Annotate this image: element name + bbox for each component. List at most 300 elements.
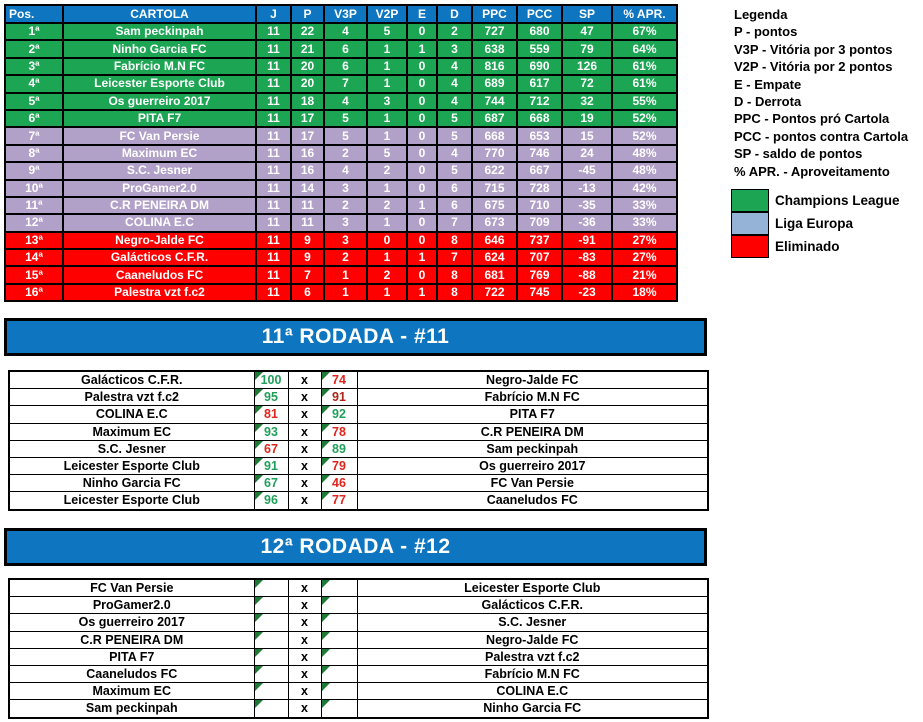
cell-corner-flag-icon: [322, 458, 330, 466]
cell-corner-flag-icon: [322, 614, 330, 622]
away-score-cell: [321, 597, 357, 614]
standings-cell: 21: [291, 40, 324, 57]
fixture-row: [9, 389, 708, 406]
home-score-cell: [254, 665, 288, 682]
standings-cell: 3: [324, 232, 367, 249]
away-team-cell: Negro-Jalde FC: [357, 631, 708, 648]
standings-row: [5, 232, 677, 249]
standings-cell: 11: [256, 40, 291, 57]
away-score-cell: 91: [321, 389, 357, 406]
home-score-cell: 67: [254, 440, 288, 457]
standings-cell: Palestra vzt f.c2: [63, 284, 256, 301]
cell-corner-flag-icon: [322, 700, 330, 708]
home-team-cell: COLINA E.C: [9, 406, 254, 423]
standings-cell: 7: [437, 249, 472, 266]
standings-cell: Maximum EC: [63, 145, 256, 162]
standings-row: [5, 284, 677, 301]
versus-cell: x: [288, 579, 321, 597]
standings-cell: 1: [407, 197, 437, 214]
standings-cell: 1: [407, 40, 437, 57]
standings-cell: COLINA E.C: [63, 214, 256, 231]
standings-cell: 17: [291, 127, 324, 144]
zone-legend-label: Eliminado: [775, 239, 840, 254]
standings-cell: -91: [562, 232, 612, 249]
away-team-cell: Caaneludos FC: [357, 492, 708, 510]
standings-cell: 1: [367, 75, 407, 92]
standings-cell: 737: [517, 232, 562, 249]
standings-cell: 728: [517, 180, 562, 197]
fixture-row: [9, 683, 708, 700]
cell-corner-flag-icon: [255, 458, 263, 466]
away-team-cell: Palestra vzt f.c2: [357, 648, 708, 665]
cell-corner-flag-icon: [322, 492, 330, 500]
standings-header-cell: V3P: [324, 5, 367, 23]
standings-cell: 27%: [612, 232, 677, 249]
cell-corner-flag-icon: [322, 475, 330, 483]
standings-cell: Ninho Garcia FC: [63, 40, 256, 57]
standings-cell: 17: [291, 110, 324, 127]
away-score-cell: [321, 665, 357, 682]
versus-cell: x: [288, 597, 321, 614]
zone-color-swatch: [731, 189, 769, 212]
standings-cell: 14: [291, 180, 324, 197]
standings-cell: 559: [517, 40, 562, 57]
standings-cell: 680: [517, 23, 562, 40]
zone-legend-row: [731, 212, 900, 235]
cell-corner-flag-icon: [255, 475, 263, 483]
home-score-cell: 95: [254, 389, 288, 406]
standings-cell: -45: [562, 162, 612, 179]
home-team-cell: ProGamer2.0: [9, 597, 254, 614]
standings-cell: 617: [517, 75, 562, 92]
standings-cell: 1: [367, 214, 407, 231]
fixture-row: [9, 475, 708, 492]
fixture-row: [9, 665, 708, 682]
standings-cell: 0: [407, 127, 437, 144]
standings-cell: 11: [256, 266, 291, 283]
legend-item: E - Empate: [734, 76, 802, 92]
standings-cell: 64%: [612, 40, 677, 57]
standings-table: [4, 4, 678, 302]
cell-corner-flag-icon: [255, 424, 263, 432]
away-team-cell: PITA F7: [357, 406, 708, 423]
zone-legend-label: Liga Europa: [775, 216, 854, 231]
legend-item: PCC - pontos contra Cartola: [734, 128, 909, 144]
away-team-cell: Negro-Jalde FC: [357, 371, 708, 389]
home-score-cell: [254, 579, 288, 597]
standings-cell: 11: [256, 232, 291, 249]
standings-cell: 72: [562, 75, 612, 92]
standings-cell: 0: [407, 266, 437, 283]
standings-cell: 20: [291, 58, 324, 75]
away-team-cell: Fabrício M.N FC: [357, 389, 708, 406]
standings-cell: 745: [517, 284, 562, 301]
standings-cell: 0: [407, 232, 437, 249]
standings-cell: 6ª: [5, 110, 63, 127]
cell-corner-flag-icon: [255, 614, 263, 622]
standings-cell: Galácticos C.F.R.: [63, 249, 256, 266]
away-score-cell: [321, 579, 357, 597]
standings-cell: 1: [324, 266, 367, 283]
home-score-cell: 67: [254, 475, 288, 492]
home-score-cell: [254, 614, 288, 631]
legend-item: V3P - Vitória por 3 pontos: [734, 41, 893, 57]
versus-cell: x: [288, 492, 321, 510]
away-team-cell: COLINA E.C: [357, 683, 708, 700]
cell-corner-flag-icon: [255, 389, 263, 397]
zone-color-swatch: [731, 235, 769, 258]
away-score-cell: 46: [321, 475, 357, 492]
standings-cell: 11: [291, 197, 324, 214]
cell-corner-flag-icon: [322, 632, 330, 640]
standings-row: [5, 75, 677, 92]
standings-cell: C.R PENEIRA DM: [63, 197, 256, 214]
fixture-row: [9, 579, 708, 597]
legend-item: D - Derrota: [734, 94, 802, 110]
zone-legend-row: [731, 235, 900, 258]
versus-cell: x: [288, 614, 321, 631]
away-team-cell: Galácticos C.F.R.: [357, 597, 708, 614]
standings-cell: 4: [324, 93, 367, 110]
standings-cell: 11: [256, 145, 291, 162]
away-score-cell: [321, 631, 357, 648]
standings-cell: 8: [437, 232, 472, 249]
away-team-cell: Fabrício M.N FC: [357, 665, 708, 682]
home-score-cell: 91: [254, 457, 288, 474]
standings-cell: 1: [367, 284, 407, 301]
versus-cell: x: [288, 440, 321, 457]
standings-cell: 9: [291, 249, 324, 266]
standings-cell: 653: [517, 127, 562, 144]
versus-cell: x: [288, 631, 321, 648]
standings-cell: 6: [324, 40, 367, 57]
legend: [734, 6, 908, 180]
standings-cell: 687: [472, 110, 517, 127]
standings-row: [5, 40, 677, 57]
standings-cell: 4: [324, 23, 367, 40]
standings-cell: 2: [367, 162, 407, 179]
standings-cell: 18: [291, 93, 324, 110]
standings-cell: 0: [407, 58, 437, 75]
fixture-row: [9, 597, 708, 614]
standings-cell: 8: [437, 266, 472, 283]
legend-item: P - pontos: [734, 24, 798, 40]
home-score-cell: [254, 700, 288, 718]
away-team-cell: Leicester Esporte Club: [357, 579, 708, 597]
away-team-cell: S.C. Jesner: [357, 614, 708, 631]
away-score-cell: [321, 614, 357, 631]
away-score-cell: 78: [321, 423, 357, 440]
home-team-cell: S.C. Jesner: [9, 440, 254, 457]
standings-cell: 3: [437, 40, 472, 57]
standings-header-cell: D: [437, 5, 472, 23]
standings-row: [5, 266, 677, 283]
standings-cell: 2: [437, 23, 472, 40]
standings-cell: 11: [256, 162, 291, 179]
standings-cell: PITA F7: [63, 110, 256, 127]
cell-corner-flag-icon: [322, 666, 330, 674]
cell-corner-flag-icon: [255, 441, 263, 449]
cell-corner-flag-icon: [255, 372, 263, 380]
standings-cell: 12ª: [5, 214, 63, 231]
standings-cell: 3: [367, 93, 407, 110]
standings-cell: 1ª: [5, 23, 63, 40]
home-team-cell: Caaneludos FC: [9, 665, 254, 682]
standings-cell: 710: [517, 197, 562, 214]
cell-corner-flag-icon: [255, 666, 263, 674]
standings-cell: 715: [472, 180, 517, 197]
standings-cell: 52%: [612, 127, 677, 144]
standings-cell: Caaneludos FC: [63, 266, 256, 283]
standings-cell: -35: [562, 197, 612, 214]
legend-lines: [734, 23, 908, 180]
cell-corner-flag-icon: [322, 441, 330, 449]
standings-cell: 14ª: [5, 249, 63, 266]
standings-cell: 61%: [612, 58, 677, 75]
standings-row: [5, 58, 677, 75]
home-team-cell: Maximum EC: [9, 423, 254, 440]
fixture-row: [9, 440, 708, 457]
cell-corner-flag-icon: [322, 424, 330, 432]
standings-cell: 7: [437, 214, 472, 231]
away-score-cell: 89: [321, 440, 357, 457]
standings-cell: 689: [472, 75, 517, 92]
standings-cell: 16ª: [5, 284, 63, 301]
home-team-cell: Maximum EC: [9, 683, 254, 700]
standings-row: [5, 93, 677, 110]
away-team-cell: C.R PENEIRA DM: [357, 423, 708, 440]
home-score-cell: [254, 597, 288, 614]
standings-header-cell: SP: [562, 5, 612, 23]
home-team-cell: Palestra vzt f.c2: [9, 389, 254, 406]
standings-row: [5, 214, 677, 231]
standings-header-cell: Pos.: [5, 5, 63, 23]
standings-cell: 24: [562, 145, 612, 162]
rodada-12-fixtures-table: [8, 578, 709, 719]
away-team-cell: Sam peckinpah: [357, 440, 708, 457]
standings-row: [5, 162, 677, 179]
standings-row: [5, 127, 677, 144]
standings-cell: 3: [324, 180, 367, 197]
standings-cell: 0: [407, 23, 437, 40]
standings-header-cell: V2P: [367, 5, 407, 23]
standings-cell: 48%: [612, 145, 677, 162]
standings-header-row: [5, 5, 677, 23]
rodada-11-banner: 11ª RODADA - #11: [4, 318, 707, 356]
standings-header-cell: PPC: [472, 5, 517, 23]
fixture-row: [9, 406, 708, 423]
standings-cell: 6: [437, 180, 472, 197]
standings-cell: 11: [256, 284, 291, 301]
home-team-cell: Galácticos C.F.R.: [9, 371, 254, 389]
zone-color-swatch: [731, 212, 769, 235]
legend-item: PPC - Pontos pró Cartola: [734, 111, 890, 127]
standings-cell: 1: [367, 58, 407, 75]
cell-corner-flag-icon: [322, 389, 330, 397]
cell-corner-flag-icon: [322, 597, 330, 605]
standings-cell: 52%: [612, 110, 677, 127]
standings-cell: 33%: [612, 214, 677, 231]
fixture-row: [9, 648, 708, 665]
standings-cell: 5: [437, 162, 472, 179]
cell-corner-flag-icon: [255, 580, 263, 588]
standings-cell: 42%: [612, 180, 677, 197]
standings-cell: 668: [472, 127, 517, 144]
standings-cell: Sam peckinpah: [63, 23, 256, 40]
legend-item: % APR. - Aproveitamento: [734, 163, 890, 179]
standings-cell: 11: [256, 93, 291, 110]
standings-cell: 11: [256, 249, 291, 266]
standings-cell: 0: [407, 145, 437, 162]
standings-cell: 4: [324, 162, 367, 179]
standings-cell: 16: [291, 145, 324, 162]
standings-cell: 744: [472, 93, 517, 110]
standings-cell: Negro-Jalde FC: [63, 232, 256, 249]
standings-cell: Fabrício M.N FC: [63, 58, 256, 75]
away-team-cell: Ninho Garcia FC: [357, 700, 708, 718]
away-score-cell: [321, 700, 357, 718]
standings-cell: 1: [407, 249, 437, 266]
standings-cell: 5: [437, 110, 472, 127]
standings-cell: 16: [291, 162, 324, 179]
versus-cell: x: [288, 475, 321, 492]
standings-cell: 5: [367, 145, 407, 162]
standings-cell: 5: [324, 127, 367, 144]
standings-cell: 15ª: [5, 266, 63, 283]
standings-cell: 15: [562, 127, 612, 144]
standings-cell: 4: [437, 75, 472, 92]
standings-cell: 746: [517, 145, 562, 162]
standings-cell: 1: [407, 284, 437, 301]
legend-item: V2P - Vitória por 2 pontos: [734, 59, 893, 75]
standings-cell: 9: [291, 232, 324, 249]
standings-cell: 2: [324, 197, 367, 214]
cell-corner-flag-icon: [322, 580, 330, 588]
standings-row: [5, 197, 677, 214]
standings-cell: -13: [562, 180, 612, 197]
standings-cell: 1: [367, 40, 407, 57]
away-score-cell: [321, 683, 357, 700]
cell-corner-flag-icon: [255, 406, 263, 414]
standings-row: [5, 249, 677, 266]
standings-cell: 638: [472, 40, 517, 57]
standings-cell: -83: [562, 249, 612, 266]
standings-cell: 11ª: [5, 197, 63, 214]
standings-cell: 33%: [612, 197, 677, 214]
home-team-cell: PITA F7: [9, 648, 254, 665]
away-score-cell: 92: [321, 406, 357, 423]
away-score-cell: [321, 648, 357, 665]
standings-cell: 126: [562, 58, 612, 75]
standings-cell: 4: [437, 58, 472, 75]
cell-corner-flag-icon: [255, 683, 263, 691]
home-score-cell: 81: [254, 406, 288, 423]
standings-cell: 11: [256, 75, 291, 92]
cell-corner-flag-icon: [322, 406, 330, 414]
standings-cell: -88: [562, 266, 612, 283]
zone-legend-label: Champions League: [775, 193, 900, 208]
standings-cell: 722: [472, 284, 517, 301]
standings-cell: -23: [562, 284, 612, 301]
standings-cell: 8: [437, 284, 472, 301]
fixture-row: [9, 492, 708, 510]
fixture-row: [9, 614, 708, 631]
home-score-cell: [254, 683, 288, 700]
fixture-row: [9, 423, 708, 440]
standings-cell: 13ª: [5, 232, 63, 249]
standings-cell: 32: [562, 93, 612, 110]
standings-cell: -36: [562, 214, 612, 231]
standings-cell: 5ª: [5, 93, 63, 110]
standings-cell: 4ª: [5, 75, 63, 92]
standings-cell: 0: [407, 162, 437, 179]
standings-cell: 646: [472, 232, 517, 249]
versus-cell: x: [288, 406, 321, 423]
standings-cell: 0: [407, 93, 437, 110]
standings-header-cell: % APR.: [612, 5, 677, 23]
home-score-cell: [254, 631, 288, 648]
standings-header-cell: PCC: [517, 5, 562, 23]
standings-header-cell: J: [256, 5, 291, 23]
versus-cell: x: [288, 371, 321, 389]
standings-cell: 48%: [612, 162, 677, 179]
standings-cell: 8ª: [5, 145, 63, 162]
standings-cell: 2: [324, 249, 367, 266]
standings-cell: 6: [291, 284, 324, 301]
fixture-row: [9, 457, 708, 474]
standings-cell: 675: [472, 197, 517, 214]
standings-cell: 20: [291, 75, 324, 92]
standings-cell: 622: [472, 162, 517, 179]
standings-cell: 19: [562, 110, 612, 127]
standings-header-cell: P: [291, 5, 324, 23]
away-score-cell: 79: [321, 457, 357, 474]
standings-cell: 667: [517, 162, 562, 179]
rodada-12-banner: 12ª RODADA - #12: [4, 528, 707, 566]
versus-cell: x: [288, 665, 321, 682]
rodada-11-fixtures-table: [8, 370, 709, 511]
standings-cell: 7: [291, 266, 324, 283]
standings-cell: 1: [324, 284, 367, 301]
home-score-cell: 93: [254, 423, 288, 440]
home-score-cell: 96: [254, 492, 288, 510]
standings-cell: 3: [324, 214, 367, 231]
standings-cell: 11: [256, 197, 291, 214]
cell-corner-flag-icon: [255, 597, 263, 605]
standings-cell: 9ª: [5, 162, 63, 179]
home-team-cell: Os guerreiro 2017: [9, 614, 254, 631]
standings-cell: 67%: [612, 23, 677, 40]
standings-cell: 2ª: [5, 40, 63, 57]
standings-cell: 22: [291, 23, 324, 40]
standings-cell: 5: [437, 127, 472, 144]
standings-cell: 2: [367, 197, 407, 214]
standings-cell: 79: [562, 40, 612, 57]
standings-row: [5, 145, 677, 162]
standings-cell: 0: [407, 110, 437, 127]
standings-cell: 11: [256, 127, 291, 144]
standings-cell: 690: [517, 58, 562, 75]
standings-cell: 5: [324, 110, 367, 127]
standings-cell: FC Van Persie: [63, 127, 256, 144]
standings-cell: 0: [407, 75, 437, 92]
standings-cell: ProGamer2.0: [63, 180, 256, 197]
away-team-cell: Os guerreiro 2017: [357, 457, 708, 474]
standings-cell: 770: [472, 145, 517, 162]
standings-cell: 816: [472, 58, 517, 75]
home-score-cell: 100: [254, 371, 288, 389]
standings-cell: 0: [407, 180, 437, 197]
